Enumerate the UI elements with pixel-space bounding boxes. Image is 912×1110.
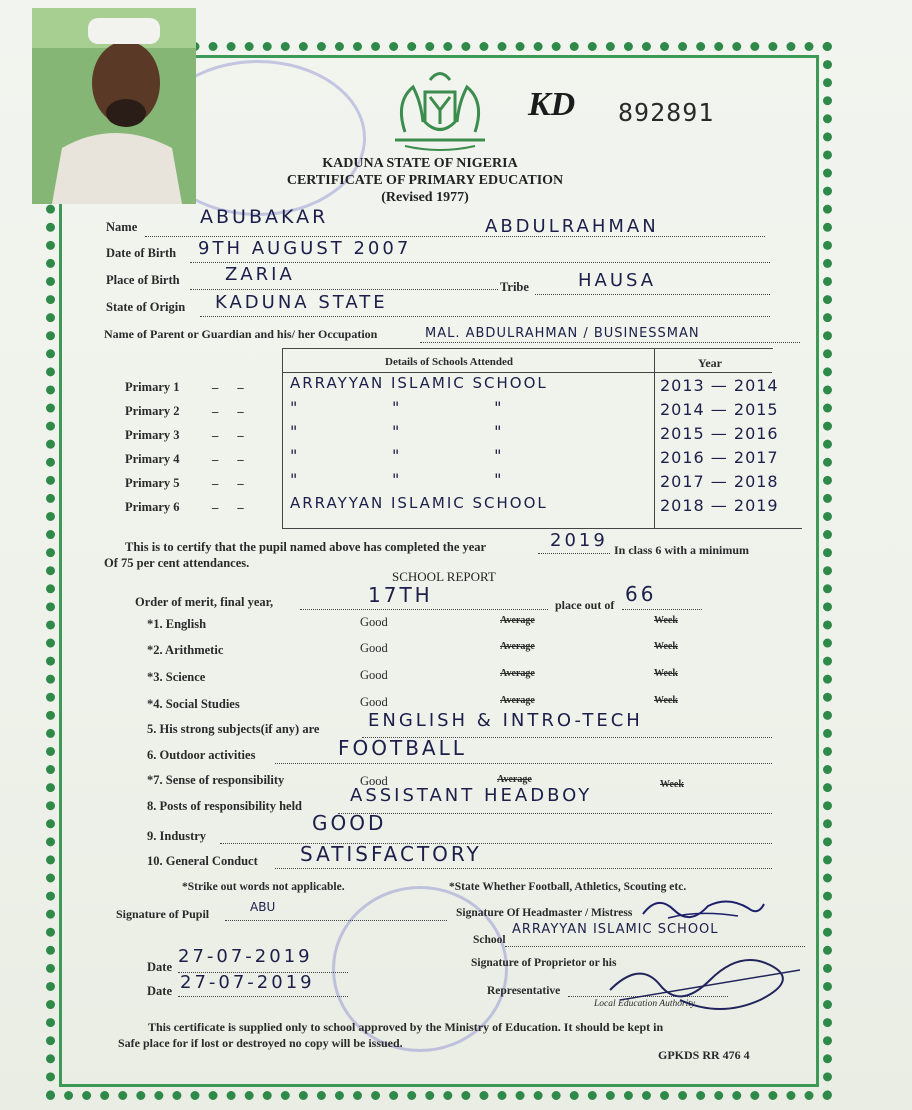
posts-label: 8. Posts of responsibility held [147, 799, 302, 813]
date2-value: 27-07-2019 [180, 972, 315, 993]
school-row-label: Primary 3 [125, 428, 180, 442]
subject-good: Good [360, 695, 388, 709]
name-label: Name [106, 220, 138, 234]
table-bottom-line [282, 528, 802, 529]
tribe-label: Tribe [500, 280, 529, 294]
pob-label: Place of Birth [106, 273, 180, 287]
subject-label: *2. Arithmetic [147, 643, 224, 657]
school-row-dash: _ _ [212, 400, 252, 414]
header-certificate: CERTIFICATE OF PRIMARY EDUCATION [286, 173, 564, 188]
school-row-dash: _ _ [212, 496, 252, 510]
school-row-label: Primary 1 [125, 380, 180, 394]
merit-label: Order of merit, final year, [135, 595, 274, 609]
school-row-dash: _ _ [212, 424, 252, 438]
school-row-name: ARRAYYAN ISLAMIC SCHOOL [290, 494, 548, 512]
certify-year-line [538, 553, 610, 554]
origin-label: State of Origin [106, 300, 186, 314]
tribe-value: HAUSA [578, 270, 657, 291]
school-row-year: 2017 — 2018 [660, 472, 779, 491]
parent-line [420, 342, 800, 343]
strong-value: ENGLISH & INTRO-TECH [368, 710, 643, 731]
school-row-year: 2015 — 2016 [660, 424, 779, 443]
subject-good: Good [360, 615, 388, 629]
posts-line [338, 813, 772, 814]
proprietor-label: Signature of Proprietor or his [471, 957, 617, 969]
col-details-header: Details of Schools Attended [385, 356, 514, 368]
dob-line [190, 262, 770, 263]
name-line [145, 236, 765, 237]
col-year-header: Year [698, 356, 722, 370]
school-row-label: Primary 4 [125, 452, 180, 466]
resp-avg: Average [497, 774, 532, 785]
head-sig-label: Signature Of Headmaster / Mistress [456, 907, 633, 919]
date1-label: Date [147, 960, 172, 974]
industry-label: 9. Industry [147, 829, 207, 843]
parent-label: Name of Parent or Guardian and his/ her Occupation [104, 327, 378, 341]
name-first-value: ABUBAKAR [200, 206, 329, 228]
coat-of-arms-icon [385, 62, 495, 152]
resp-weak: Week [660, 779, 684, 790]
strong-label: 5. His strong subjects(if any) are [147, 722, 320, 736]
school-sig-label: School [473, 934, 506, 946]
pupil-signature: ABU [250, 900, 276, 914]
state-note: *State Whether Football, Athletics, Scouting etc. [449, 881, 687, 893]
resp-label: *7. Sense of responsibility [147, 773, 285, 787]
serial-number: 892891 [618, 98, 715, 127]
resp-good: Good [360, 774, 388, 788]
strike-note: *Strike out words not applicable. [182, 881, 345, 893]
place-value: 66 [625, 582, 657, 606]
dob-value: 9TH AUGUST 2007 [198, 238, 412, 259]
header-state: KADUNA STATE OF NIGERIA [322, 156, 518, 171]
subject-weak: Week [654, 641, 678, 652]
rep-label: Representative [487, 985, 561, 997]
pupil-photo [32, 8, 196, 204]
origin-line [200, 316, 770, 317]
parent-value: MAL. ABDULRAHMAN / BUSINESSMAN [425, 326, 700, 341]
proprietor-signature [600, 940, 810, 1020]
pob-value: ZARIA [225, 264, 295, 285]
subject-average: Average [500, 641, 535, 652]
school-row-dash: _ _ [212, 376, 252, 390]
posts-value: ASSISTANT HEADBOY [350, 785, 593, 806]
subject-label: *4. Social Studies [147, 697, 240, 711]
subject-label: *3. Science [147, 670, 206, 684]
outdoor-label: 6. Outdoor activities [147, 748, 256, 762]
outdoor-value: FOOTBALL [338, 736, 467, 760]
merit-value: 17TH [368, 583, 433, 607]
school-row-year: 2016 — 2017 [660, 448, 779, 467]
dob-label: Date of Birth [106, 246, 177, 260]
certify-text-a: This is to certify that the pupil named above has completed the year [125, 540, 487, 554]
school-row-label: Primary 5 [125, 476, 180, 490]
subject-weak: Week [654, 668, 678, 679]
school-sig-value: ARRAYYAN ISLAMIC SCHOOL [512, 922, 719, 937]
school-row-name: " " " [290, 470, 508, 489]
subject-average: Average [500, 615, 535, 626]
school-row-year: 2018 — 2019 [660, 496, 779, 515]
school-row-dash: _ _ [212, 448, 252, 462]
report-title: SCHOOL REPORT [392, 569, 496, 584]
place-label: place out of [555, 598, 615, 612]
lea-label: Local Education Authority [594, 999, 696, 1009]
school-row-name: " " " [290, 422, 508, 441]
subject-average: Average [500, 695, 535, 706]
pupil-sig-line [225, 920, 447, 921]
subject-weak: Week [654, 695, 678, 706]
footer-line-2: Safe place for if lost or destroyed no copy will be issued. [118, 1036, 403, 1050]
pupil-sig-label: Signature of Pupil [116, 907, 210, 921]
serial-prefix: KD [528, 86, 576, 123]
date1-value: 27-07-2019 [178, 946, 313, 967]
certify-text-b: In class 6 with a minimum [614, 543, 750, 557]
name-last-value: ABDULRAHMAN [485, 216, 659, 237]
date2-label: Date [147, 984, 172, 998]
merit-line [300, 609, 548, 610]
footer-code: GPKDS RR 476 4 [658, 1048, 750, 1062]
subject-good: Good [360, 641, 388, 655]
subject-weak: Week [654, 615, 678, 626]
footer-line-1: This certificate is supplied only to school approved by the Ministry of Education. It should be kept in [148, 1020, 664, 1034]
year-column-divider [654, 348, 655, 528]
school-row-name: " " " [290, 446, 508, 465]
pob-line [190, 289, 498, 290]
subject-average: Average [500, 668, 535, 679]
school-row-label: Primary 6 [125, 500, 180, 514]
table-header-line [282, 372, 772, 373]
headmaster-signature [638, 890, 768, 924]
tribe-line [535, 294, 770, 295]
subject-good: Good [360, 668, 388, 682]
header-revised: (Revised 1977) [381, 190, 469, 205]
certify-text-c: Of 75 per cent attendances. [104, 556, 250, 570]
outdoor-line [275, 763, 772, 764]
school-row-name: " " " [290, 398, 508, 417]
school-row-year: 2013 — 2014 [660, 376, 779, 395]
school-row-name: ARRAYYAN ISLAMIC SCHOOL [290, 374, 548, 392]
school-row-year: 2014 — 2015 [660, 400, 779, 419]
conduct-value: SATISFACTORY [300, 842, 482, 866]
certify-year: 2019 [550, 530, 608, 551]
date2-line [178, 996, 348, 997]
school-row-label: Primary 2 [125, 404, 180, 418]
place-line [622, 609, 702, 610]
conduct-line [275, 868, 772, 869]
industry-value: GOOD [312, 811, 387, 835]
conduct-label: 10. General Conduct [147, 854, 258, 868]
origin-value: KADUNA STATE [215, 292, 388, 313]
school-row-dash: _ _ [212, 472, 252, 486]
subject-label: *1. English [147, 617, 207, 631]
